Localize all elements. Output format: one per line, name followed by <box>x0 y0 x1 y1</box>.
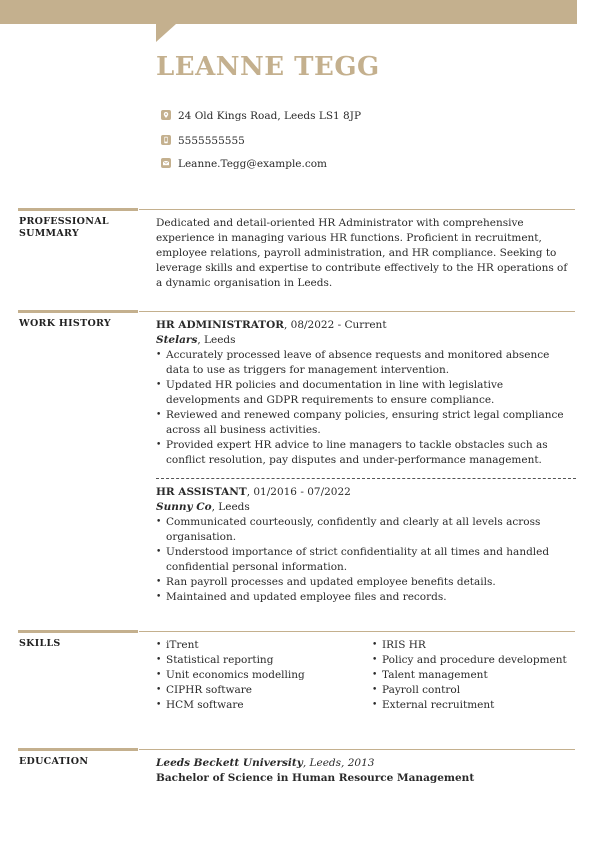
job-company-line <box>156 333 576 348</box>
list-item: • Communicated courteously, confidently and clearly at all levels across organisation. <box>156 515 576 545</box>
list-item: • Maintained and updated employee files and records. <box>156 590 576 605</box>
address-text: 24 Old Kings Road, Leeds LS1 8JP <box>178 110 362 122</box>
section-rule-accent <box>18 208 138 211</box>
skills-list <box>156 638 576 713</box>
section-rule <box>139 749 575 750</box>
list-item: • Provided expert HR advice to line managers to tackle obstacles such as conflict resolution, pay disputes and under-performance management. <box>156 438 576 468</box>
education-heading: EDUCATION <box>19 756 89 767</box>
summary-heading-line1: PROFESSIONAL <box>19 216 109 227</box>
job-dates: , 08/2022 - Current <box>283 319 387 331</box>
job-title: HR ASSISTANT <box>156 486 247 498</box>
skills-heading: SKILLS <box>19 638 61 649</box>
summary-heading <box>19 216 137 240</box>
list-item: • Understood importance of strict confidentiality at all times and handled confidential personal information. <box>156 545 576 575</box>
location-pin-icon <box>161 110 171 120</box>
phone-icon <box>161 135 171 145</box>
contact-email <box>161 158 327 170</box>
section-rule <box>139 631 575 632</box>
job-bullets <box>156 515 576 605</box>
list-item: • Reviewed and renewed company policies, ensuring strict legal compliance across all business activities. <box>156 408 576 438</box>
job-title: HR ADMINISTRATOR <box>156 319 284 331</box>
list-item: • Unit economics modelling <box>156 668 360 683</box>
section-rule <box>139 209 575 210</box>
contact-phone <box>161 135 245 147</box>
summary-heading-line2: SUMMARY <box>19 228 80 239</box>
education-school-line <box>156 756 576 771</box>
job-dates: , 01/2016 - 07/2022 <box>246 486 351 498</box>
email-icon <box>161 158 171 168</box>
section-rule <box>139 311 575 312</box>
job-title-line <box>156 485 576 500</box>
job-location: , Leeds <box>197 334 236 346</box>
list-item: • IRIS HR <box>372 638 576 653</box>
job-company-line <box>156 500 576 515</box>
candidate-name: LEANNE TEGG <box>156 52 380 82</box>
list-item: • Updated HR policies and documentation in line with legislative developments and GDPR requirements to ensure compliance. <box>156 378 576 408</box>
job-company: Sunny Co <box>156 501 212 513</box>
skills-column-right <box>372 638 576 713</box>
school-details: , Leeds, 2013 <box>302 757 375 769</box>
school-name: Leeds Beckett University <box>156 757 303 769</box>
list-item: • Statistical reporting <box>156 653 360 668</box>
job-bullets <box>156 348 576 468</box>
summary-text: Dedicated and detail-oriented HR Administrator with comprehensive experience in managing various HR functions. Proficient in recruitment, employee relations, payroll administration, and HR compliance. Seeking to leverage skills and expertise to contribute effectively to the HR operations of a dynamic organisation in Leeds. <box>156 217 568 289</box>
education-entry <box>156 756 576 786</box>
work-history-heading: WORK HISTORY <box>19 318 112 329</box>
section-rule-accent <box>18 310 138 313</box>
list-item: • Talent management <box>372 668 576 683</box>
email-text: Leanne.Tegg@example.com <box>178 158 328 170</box>
phone-text: 5555555555 <box>178 135 245 147</box>
job-company: Stelars <box>156 334 198 346</box>
list-item: • Accurately processed leave of absence requests and monitored absence data to use as triggers for management intervention. <box>156 348 576 378</box>
contact-address <box>161 110 361 122</box>
list-item: • CIPHR software <box>156 683 360 698</box>
skills-column-left <box>156 638 360 713</box>
job-entry <box>156 485 576 605</box>
job-title-line <box>156 318 576 333</box>
section-rule-accent <box>18 630 138 633</box>
list-item: • iTrent <box>156 638 360 653</box>
list-item: • External recruitment <box>372 698 576 713</box>
degree: Bachelor of Science in Human Resource Management <box>156 772 475 784</box>
section-rule-accent <box>18 748 138 751</box>
header-band <box>0 0 577 24</box>
job-entry <box>156 318 576 468</box>
list-item: • Ran payroll processes and updated employee benefits details. <box>156 575 576 590</box>
list-item: • Payroll control <box>372 683 576 698</box>
header-notch <box>156 24 176 42</box>
list-item: • HCM software <box>156 698 360 713</box>
job-location: , Leeds <box>211 501 250 513</box>
list-item: • Policy and procedure development <box>372 653 576 668</box>
job-divider <box>156 478 576 479</box>
